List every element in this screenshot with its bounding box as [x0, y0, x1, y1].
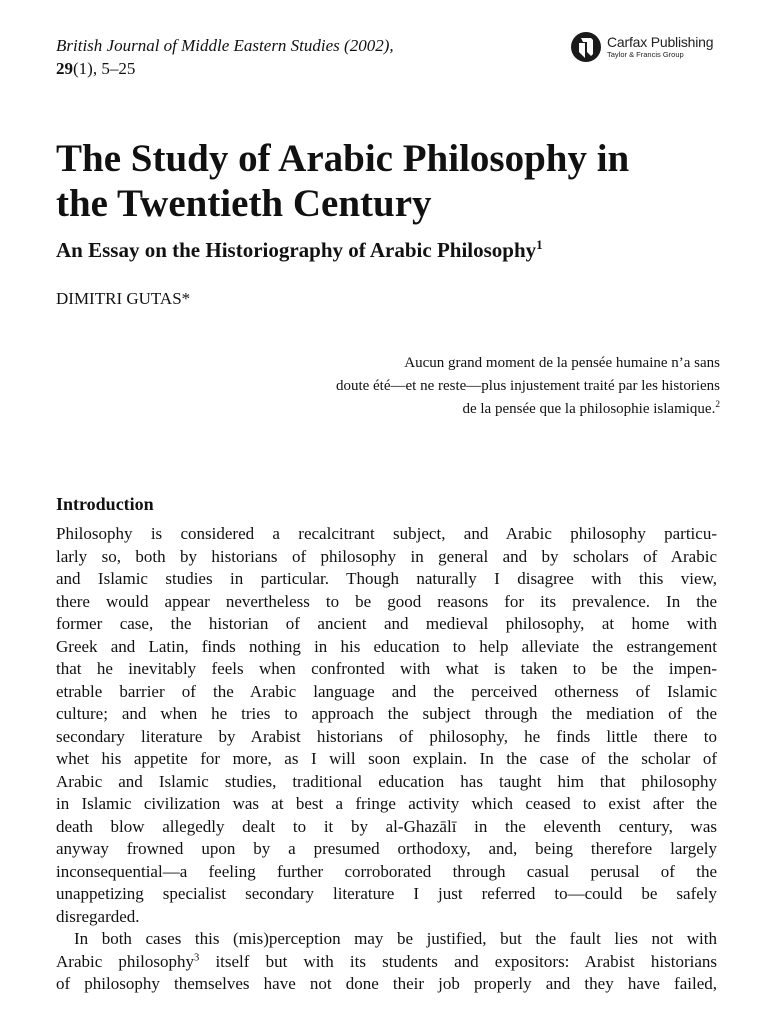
- footnote-marker[interactable]: 3: [194, 951, 200, 963]
- body-line: larly so, both by historians of philosophy in general and by scholars of Arabic: [56, 546, 717, 566]
- article-subtitle-text: An Essay on the Historiography of Arabic Philosophy: [56, 238, 537, 262]
- body-text: [56, 523, 717, 996]
- author-name: DIMITRI GUTAS*: [56, 289, 191, 308]
- article-title: [56, 136, 736, 226]
- epigraph-line: Aucun grand moment de la pensée humaine n’a sans: [404, 355, 720, 371]
- body-line: Philosophy is considered a recalcitrant subject, and Arabic philosophy particu-: [56, 524, 717, 543]
- body-line: anyway frowned upon by a presumed orthodoxy, and, being therefore largely: [56, 839, 717, 858]
- publisher-group: Taylor & Francis Group: [607, 50, 684, 59]
- body-line: death blow allegedly dealt to it by al-Ghazālī in the eleventh century, was: [56, 816, 717, 836]
- epigraph-line: [240, 398, 720, 421]
- journal-issue: [56, 57, 394, 80]
- body-line: unappetizing specialist secondary literature I just referred to—could be safely: [56, 884, 717, 903]
- publisher-block: [570, 31, 713, 63]
- body-line: inconsequential—a feeling further corroborated through casual perusal of the: [56, 861, 717, 881]
- epigraph: [240, 352, 720, 421]
- section-heading: Introduction: [56, 494, 154, 514]
- body-line: that he inevitably feels when confronted with what is taken to be the impen-: [56, 659, 717, 678]
- journal-citation: [56, 34, 394, 80]
- body-line: In both cases this (mis)perception may be justified, but the fault lies not with: [74, 929, 717, 948]
- body-line: etrable barrier of the Arabic language and the perceived otherness of Islamic: [56, 681, 717, 701]
- carfax-logo-icon: [570, 31, 602, 63]
- journal-issue-pages: (1), 5–25: [73, 59, 136, 78]
- article-title-line: the Twentieth Century: [56, 182, 432, 225]
- body-line: in Islamic civilization was at best a fringe activity which ceased to exist after the: [56, 794, 717, 813]
- body-line: former case, the historian of ancient and medieval philosophy, at home with: [56, 614, 717, 633]
- footnote-marker[interactable]: 1: [536, 237, 543, 252]
- footnote-marker[interactable]: 2: [715, 400, 720, 410]
- article-subtitle: [56, 236, 543, 264]
- body-line: secondary literature by Arabist historians of philosophy, he finds little there to: [56, 726, 717, 746]
- body-line: [56, 951, 717, 974]
- body-line: of philosophy themselves have not done their job properly and they have failed,: [56, 974, 717, 993]
- body-line-text: Arabic philosophy: [56, 951, 194, 971]
- body-line: culture; and when he tries to approach the subject through the mediation of the: [56, 704, 717, 723]
- epigraph-line: doute été—et ne reste—plus injustement traité par les historiens: [335, 378, 720, 394]
- article-title-line: The Study of Arabic Philosophy in: [56, 137, 630, 180]
- body-line: whet his appetite for more, as I will soon explain. In the case of the scholar of: [56, 749, 717, 768]
- body-line: Greek and Latin, finds nothing in his education to help alleviate the estrangement: [56, 636, 717, 656]
- body-line: disregarded.: [56, 906, 140, 926]
- publisher-name: Carfax Publishing: [607, 34, 714, 50]
- body-line: Arabic and Islamic studies, traditional education has taught him that philosophy: [56, 771, 717, 791]
- journal-name: British Journal of Middle Eastern Studies (2002),: [56, 36, 394, 55]
- body-line: there would appear nevertheless to be good reasons for its prevalence. In the: [56, 591, 717, 611]
- body-line: and Islamic studies in particular. Though naturally I disagree with this view,: [56, 569, 717, 588]
- journal-volume: 29: [56, 59, 73, 78]
- epigraph-line-text: de la pensée que la philosophie islamique.: [462, 401, 716, 417]
- body-line-text: itself but with its students and expositors: Arabist historians: [199, 951, 717, 971]
